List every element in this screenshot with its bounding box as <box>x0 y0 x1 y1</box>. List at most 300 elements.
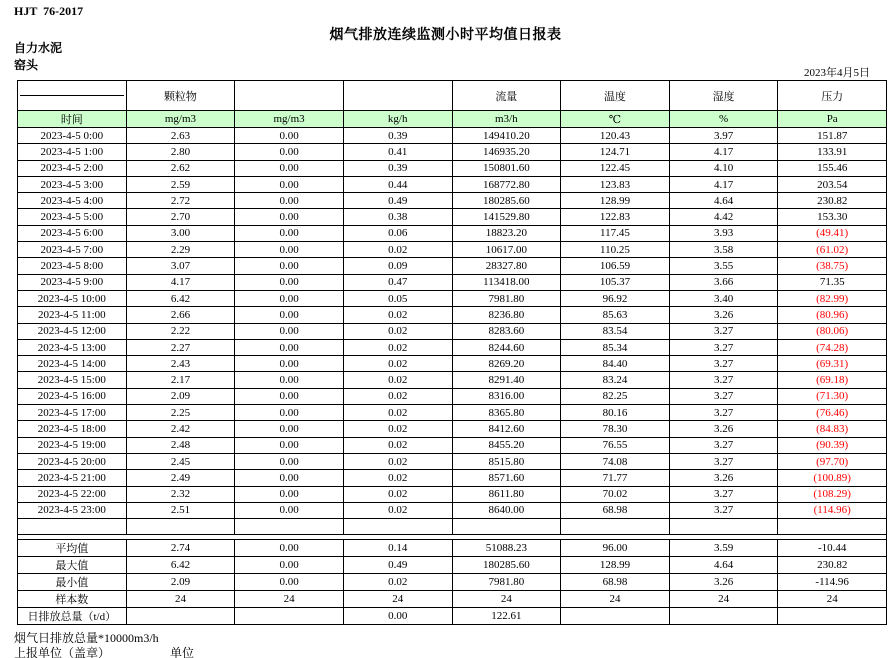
value-cell: 8291.40 <box>452 372 561 388</box>
value-cell: 2.48 <box>126 437 235 453</box>
value-cell: 141529.80 <box>452 209 561 225</box>
monitor-point-name: 窑头 <box>14 58 39 72</box>
summary-row <box>18 608 887 625</box>
value-cell: 3.27 <box>669 502 778 518</box>
blank-row <box>18 519 887 535</box>
summary-value-cell: 24 <box>452 591 561 608</box>
value-cell: 8365.80 <box>452 405 561 421</box>
value-cell: 2.66 <box>126 307 235 323</box>
value-cell: 2.42 <box>126 421 235 437</box>
time-cell: 2023-4-5 1:00 <box>18 144 127 160</box>
value-cell: 0.02 <box>343 486 452 502</box>
value-cell: 80.16 <box>561 405 670 421</box>
value-cell: 8611.80 <box>452 486 561 502</box>
summary-row <box>18 557 887 574</box>
value-cell: 0.00 <box>235 405 344 421</box>
value-cell: 71.77 <box>561 470 670 486</box>
value-cell: 122.83 <box>561 209 670 225</box>
value-cell: 83.54 <box>561 323 670 339</box>
table-row <box>18 356 887 372</box>
summary-value-cell: 24 <box>126 591 235 608</box>
summary-value-cell: -114.96 <box>778 574 887 591</box>
value-cell: 0.00 <box>235 176 344 192</box>
value-cell: 0.39 <box>343 160 452 176</box>
value-cell: (100.89) <box>778 470 887 486</box>
value-cell: 2.22 <box>126 323 235 339</box>
summary-value-cell <box>235 608 344 625</box>
value-cell: 8269.20 <box>452 356 561 372</box>
summary-value-cell: 0.14 <box>343 540 452 557</box>
value-cell: 0.02 <box>343 405 452 421</box>
time-cell: 2023-4-5 0:00 <box>18 128 127 144</box>
time-cell: 2023-4-5 20:00 <box>18 453 127 469</box>
value-cell: 120.43 <box>561 128 670 144</box>
time-cell: 2023-4-5 23:00 <box>18 502 127 518</box>
value-cell: 84.40 <box>561 356 670 372</box>
value-cell: 230.82 <box>778 193 887 209</box>
value-cell: 3.27 <box>669 437 778 453</box>
blank-cell <box>18 519 127 535</box>
value-cell: 8640.00 <box>452 502 561 518</box>
value-cell: 2.70 <box>126 209 235 225</box>
value-cell: 4.64 <box>669 193 778 209</box>
value-cell: 124.71 <box>561 144 670 160</box>
value-cell: 8412.60 <box>452 421 561 437</box>
value-cell: 0.00 <box>235 486 344 502</box>
value-cell: 0.06 <box>343 225 452 241</box>
unit-header: kg/h <box>343 111 452 128</box>
col-group-pressure: 压力 <box>778 81 887 111</box>
unit-header: mg/m3 <box>126 111 235 128</box>
value-cell: 71.35 <box>778 274 887 290</box>
value-cell: (82.99) <box>778 290 887 306</box>
value-cell: 0.00 <box>235 470 344 486</box>
value-cell: 2.49 <box>126 470 235 486</box>
table-row <box>18 388 887 404</box>
company-name: 自力水泥 <box>14 41 63 55</box>
value-cell: 150801.60 <box>452 160 561 176</box>
value-cell: 0.00 <box>235 225 344 241</box>
table-row <box>18 339 887 355</box>
value-cell: 0.00 <box>235 356 344 372</box>
value-cell: 2.09 <box>126 388 235 404</box>
blank-cell <box>669 519 778 535</box>
value-cell: 3.00 <box>126 225 235 241</box>
blank-cell <box>343 519 452 535</box>
value-cell: 0.44 <box>343 176 452 192</box>
table-row <box>18 486 887 502</box>
value-cell: (61.02) <box>778 242 887 258</box>
value-cell: 0.41 <box>343 144 452 160</box>
value-cell: 105.37 <box>561 274 670 290</box>
value-cell: 128.99 <box>561 193 670 209</box>
summary-value-cell: 7981.80 <box>452 574 561 591</box>
summary-value-cell: 24 <box>669 591 778 608</box>
value-cell: 0.02 <box>343 388 452 404</box>
value-cell: 8236.80 <box>452 307 561 323</box>
value-cell: 8316.00 <box>452 388 561 404</box>
summary-value-cell: 230.82 <box>778 557 887 574</box>
table-row <box>18 258 887 274</box>
summary-value-cell: 3.26 <box>669 574 778 591</box>
value-cell: 3.97 <box>669 128 778 144</box>
value-cell: 168772.80 <box>452 176 561 192</box>
summary-value-cell: 0.02 <box>343 574 452 591</box>
value-cell: 4.17 <box>126 274 235 290</box>
value-cell: 85.34 <box>561 339 670 355</box>
summary-value-cell: 122.61 <box>452 608 561 625</box>
value-cell: 2.25 <box>126 405 235 421</box>
summary-value-cell: 0.49 <box>343 557 452 574</box>
value-cell: 3.27 <box>669 405 778 421</box>
value-cell: 3.58 <box>669 242 778 258</box>
blank-cell <box>235 519 344 535</box>
value-cell: (80.96) <box>778 307 887 323</box>
value-cell: 0.38 <box>343 209 452 225</box>
value-cell: 3.27 <box>669 388 778 404</box>
value-cell: (97.70) <box>778 453 887 469</box>
value-cell: 8571.60 <box>452 470 561 486</box>
value-cell: 0.00 <box>235 388 344 404</box>
summary-value-cell: 24 <box>343 591 452 608</box>
value-cell: 2.62 <box>126 160 235 176</box>
time-column-header: 时间 <box>18 111 127 128</box>
summary-value-cell: 24 <box>561 591 670 608</box>
unit-label: 单位 <box>170 646 195 658</box>
value-cell: 8515.80 <box>452 453 561 469</box>
summary-value-cell: 180285.60 <box>452 557 561 574</box>
time-cell: 2023-4-5 11:00 <box>18 307 127 323</box>
value-cell: 110.25 <box>561 242 670 258</box>
value-cell: 0.02 <box>343 470 452 486</box>
table-row <box>18 128 887 144</box>
value-cell: 8244.60 <box>452 339 561 355</box>
time-cell: 2023-4-5 4:00 <box>18 193 127 209</box>
value-cell: 3.27 <box>669 372 778 388</box>
blank-header-cell <box>20 96 124 110</box>
time-cell: 2023-4-5 13:00 <box>18 339 127 355</box>
value-cell: 3.26 <box>669 470 778 486</box>
value-cell: 123.83 <box>561 176 670 192</box>
value-cell: 180285.60 <box>452 193 561 209</box>
value-cell: 0.02 <box>343 307 452 323</box>
value-cell: 4.10 <box>669 160 778 176</box>
value-cell: 133.91 <box>778 144 887 160</box>
summary-value-cell: 128.99 <box>561 557 670 574</box>
value-cell: 6.42 <box>126 290 235 306</box>
value-cell: 146935.20 <box>452 144 561 160</box>
value-cell: (69.31) <box>778 356 887 372</box>
table-row <box>18 225 887 241</box>
value-cell: 74.08 <box>561 453 670 469</box>
table-row <box>18 144 887 160</box>
unit-header: mg/m3 <box>235 111 344 128</box>
value-cell: 3.07 <box>126 258 235 274</box>
value-cell: (84.83) <box>778 421 887 437</box>
time-cell: 2023-4-5 16:00 <box>18 388 127 404</box>
value-cell: 2.43 <box>126 356 235 372</box>
time-cell: 2023-4-5 22:00 <box>18 486 127 502</box>
col-group-temperature: 温度 <box>561 81 670 111</box>
value-cell: 70.02 <box>561 486 670 502</box>
summary-value-cell: 0.00 <box>343 608 452 625</box>
value-cell: 0.00 <box>235 372 344 388</box>
table-row <box>18 453 887 469</box>
value-cell: 2.59 <box>126 176 235 192</box>
value-cell: 3.27 <box>669 323 778 339</box>
value-cell: 0.09 <box>343 258 452 274</box>
blank-cell <box>126 519 235 535</box>
table-row <box>18 502 887 518</box>
table-row <box>18 193 887 209</box>
value-cell: 0.02 <box>343 372 452 388</box>
summary-value-cell: 0.00 <box>235 574 344 591</box>
value-cell: 3.27 <box>669 486 778 502</box>
table-row <box>18 290 887 306</box>
value-cell: 2.17 <box>126 372 235 388</box>
value-cell: 0.00 <box>235 209 344 225</box>
summary-value-cell <box>778 608 887 625</box>
value-cell: 4.17 <box>669 176 778 192</box>
value-cell: 10617.00 <box>452 242 561 258</box>
column-group-row <box>18 81 887 111</box>
value-cell: 3.66 <box>669 274 778 290</box>
summary-value-cell: 96.00 <box>561 540 670 557</box>
summary-value-cell: 24 <box>778 591 887 608</box>
table-row <box>18 307 887 323</box>
value-cell: 0.00 <box>235 421 344 437</box>
summary-label-cell: 日排放总量（t/d） <box>18 608 127 625</box>
value-cell: 151.87 <box>778 128 887 144</box>
value-cell: 0.02 <box>343 453 452 469</box>
time-cell: 2023-4-5 7:00 <box>18 242 127 258</box>
value-cell: 0.49 <box>343 193 452 209</box>
value-cell: 0.00 <box>235 144 344 160</box>
col-group-particulate: 颗粒物 <box>126 81 235 111</box>
value-cell: 0.47 <box>343 274 452 290</box>
doc-code: HJT 76-2017 <box>14 4 84 18</box>
value-cell: (69.18) <box>778 372 887 388</box>
value-cell: 117.45 <box>561 225 670 241</box>
reporting-unit-label: 上报单位（盖章） <box>14 646 111 658</box>
value-cell: 4.42 <box>669 209 778 225</box>
value-cell: 2.72 <box>126 193 235 209</box>
value-cell: 68.98 <box>561 502 670 518</box>
value-cell: 0.02 <box>343 356 452 372</box>
time-cell: 2023-4-5 10:00 <box>18 290 127 306</box>
value-cell: 0.00 <box>235 242 344 258</box>
value-cell: 0.39 <box>343 128 452 144</box>
value-cell: 4.17 <box>669 144 778 160</box>
value-cell: 153.30 <box>778 209 887 225</box>
summary-label-cell: 样本数 <box>18 591 127 608</box>
col-group-blank <box>343 81 452 111</box>
col-group-humidity: 湿度 <box>669 81 778 111</box>
value-cell: 0.00 <box>235 258 344 274</box>
value-cell: (38.75) <box>778 258 887 274</box>
summary-value-cell: 68.98 <box>561 574 670 591</box>
value-cell: 2.45 <box>126 453 235 469</box>
table-row <box>18 470 887 486</box>
time-cell: 2023-4-5 19:00 <box>18 437 127 453</box>
value-cell: 3.26 <box>669 421 778 437</box>
value-cell: 0.00 <box>235 453 344 469</box>
time-cell: 2023-4-5 9:00 <box>18 274 127 290</box>
value-cell: 2.32 <box>126 486 235 502</box>
value-cell: (80.06) <box>778 323 887 339</box>
time-cell: 2023-4-5 2:00 <box>18 160 127 176</box>
value-cell: (108.29) <box>778 486 887 502</box>
summary-value-cell <box>669 608 778 625</box>
summary-value-cell: 24 <box>235 591 344 608</box>
value-cell: (76.46) <box>778 405 887 421</box>
summary-value-cell: 0.00 <box>235 557 344 574</box>
summary-value-cell <box>561 608 670 625</box>
time-cell: 2023-4-5 18:00 <box>18 421 127 437</box>
time-header-split-cell <box>18 81 127 111</box>
value-cell: 76.55 <box>561 437 670 453</box>
value-cell: 0.00 <box>235 307 344 323</box>
report-table <box>17 80 887 625</box>
value-cell: 106.59 <box>561 258 670 274</box>
value-cell: 3.27 <box>669 339 778 355</box>
report-body <box>18 128 887 625</box>
value-cell: 155.46 <box>778 160 887 176</box>
value-cell: (90.39) <box>778 437 887 453</box>
value-cell: (74.28) <box>778 339 887 355</box>
summary-row <box>18 574 887 591</box>
table-row <box>18 437 887 453</box>
value-cell: (114.96) <box>778 502 887 518</box>
value-cell: 7981.80 <box>452 290 561 306</box>
value-cell: 2.63 <box>126 128 235 144</box>
summary-label-cell: 最大值 <box>18 557 127 574</box>
value-cell: 0.02 <box>343 421 452 437</box>
table-row <box>18 405 887 421</box>
summary-value-cell <box>126 608 235 625</box>
time-cell: 2023-4-5 8:00 <box>18 258 127 274</box>
value-cell: 82.25 <box>561 388 670 404</box>
time-cell: 2023-4-5 6:00 <box>18 225 127 241</box>
value-cell: 3.40 <box>669 290 778 306</box>
value-cell: 85.63 <box>561 307 670 323</box>
value-cell: 0.02 <box>343 437 452 453</box>
blank-header-cell <box>20 81 124 96</box>
value-cell: 96.92 <box>561 290 670 306</box>
value-cell: 8283.60 <box>452 323 561 339</box>
value-cell: 122.45 <box>561 160 670 176</box>
blank-cell <box>561 519 670 535</box>
value-cell: 113418.00 <box>452 274 561 290</box>
value-cell: 18823.20 <box>452 225 561 241</box>
value-cell: 28327.80 <box>452 258 561 274</box>
time-cell: 2023-4-5 12:00 <box>18 323 127 339</box>
table-row <box>18 274 887 290</box>
value-cell: 203.54 <box>778 176 887 192</box>
time-cell: 2023-4-5 21:00 <box>18 470 127 486</box>
value-cell: 0.00 <box>235 274 344 290</box>
time-cell: 2023-4-5 3:00 <box>18 176 127 192</box>
summary-label-cell: 平均值 <box>18 540 127 557</box>
value-cell: 3.26 <box>669 307 778 323</box>
summary-value-cell: 2.74 <box>126 540 235 557</box>
value-cell: (49.41) <box>778 225 887 241</box>
value-cell: 0.02 <box>343 242 452 258</box>
unit-header: ℃ <box>561 111 670 128</box>
value-cell: 2.29 <box>126 242 235 258</box>
value-cell: 3.93 <box>669 225 778 241</box>
value-cell: 78.30 <box>561 421 670 437</box>
value-cell: 149410.20 <box>452 128 561 144</box>
value-cell: 83.24 <box>561 372 670 388</box>
flue-gas-total-note: 烟气日排放总量*10000m3/h <box>14 631 159 645</box>
value-cell: 2.51 <box>126 502 235 518</box>
value-cell: 0.00 <box>235 193 344 209</box>
value-cell: 2.80 <box>126 144 235 160</box>
value-cell: 0.02 <box>343 323 452 339</box>
time-cell: 2023-4-5 5:00 <box>18 209 127 225</box>
table-row <box>18 209 887 225</box>
value-cell: 0.00 <box>235 339 344 355</box>
table-row <box>18 372 887 388</box>
unit-header: Pa <box>778 111 887 128</box>
unit-header: m3/h <box>452 111 561 128</box>
col-group-blank <box>235 81 344 111</box>
table-row <box>18 160 887 176</box>
summary-value-cell: -10.44 <box>778 540 887 557</box>
value-cell: 0.02 <box>343 502 452 518</box>
value-cell: 3.55 <box>669 258 778 274</box>
time-cell: 2023-4-5 14:00 <box>18 356 127 372</box>
col-group-flow: 流量 <box>452 81 561 111</box>
value-cell: 0.00 <box>235 502 344 518</box>
value-cell: 0.00 <box>235 160 344 176</box>
value-cell: 3.27 <box>669 356 778 372</box>
value-cell: 3.27 <box>669 453 778 469</box>
time-cell: 2023-4-5 17:00 <box>18 405 127 421</box>
report-date: 2023年4月5日 <box>804 67 870 79</box>
summary-value-cell: 51088.23 <box>452 540 561 557</box>
value-cell: 0.02 <box>343 339 452 355</box>
summary-value-cell: 2.09 <box>126 574 235 591</box>
value-cell: (71.30) <box>778 388 887 404</box>
summary-row <box>18 591 887 608</box>
table-row <box>18 421 887 437</box>
blank-cell <box>778 519 887 535</box>
table-row <box>18 242 887 258</box>
time-cell: 2023-4-5 15:00 <box>18 372 127 388</box>
summary-value-cell: 0.00 <box>235 540 344 557</box>
value-cell: 0.00 <box>235 323 344 339</box>
table-row <box>18 176 887 192</box>
value-cell: 0.00 <box>235 437 344 453</box>
value-cell: 2.27 <box>126 339 235 355</box>
summary-value-cell: 3.59 <box>669 540 778 557</box>
unit-header: % <box>669 111 778 128</box>
summary-value-cell: 4.64 <box>669 557 778 574</box>
page-title: 烟气排放连续监测小时平均值日报表 <box>329 28 562 43</box>
summary-row <box>18 540 887 557</box>
value-cell: 8455.20 <box>452 437 561 453</box>
value-cell: 0.00 <box>235 290 344 306</box>
summary-label-cell: 最小值 <box>18 574 127 591</box>
value-cell: 0.00 <box>235 128 344 144</box>
value-cell: 0.05 <box>343 290 452 306</box>
summary-value-cell: 6.42 <box>126 557 235 574</box>
units-row <box>18 111 887 128</box>
table-row <box>18 323 887 339</box>
blank-cell <box>452 519 561 535</box>
